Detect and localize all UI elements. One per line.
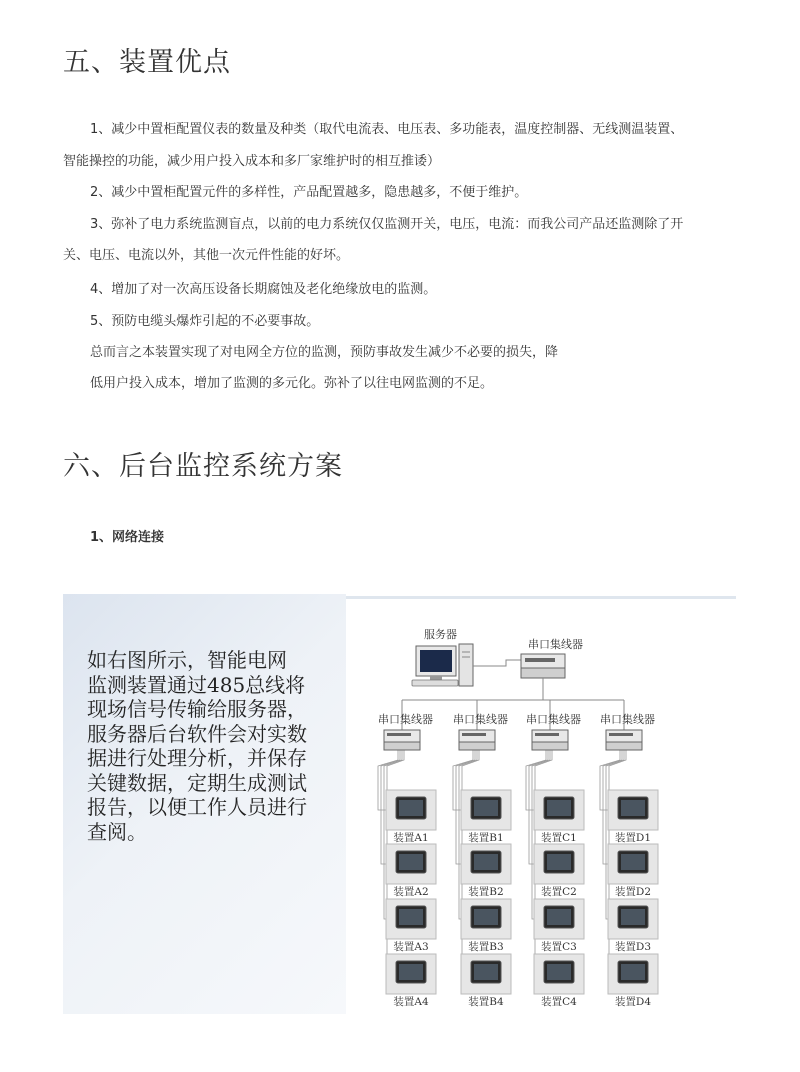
paragraph-2: 2、减少中置柜配置元件的多样性，产品配置越多，隐患越多，不便于维护。	[90, 185, 528, 200]
device-label: 装置C2	[541, 886, 577, 898]
top-hub-icon	[521, 654, 565, 678]
paragraph-5: 5、预防电缆头爆炸引起的不必要事故。	[90, 314, 320, 329]
paragraph-1b: 智能操控的功能，减少用户投入成本和多厂家维护时的相互推诿）	[63, 154, 441, 169]
device-label: 装置A1	[393, 832, 429, 844]
paragraph-4: 4、增加了对一次高压设备长期腐蚀及老化绝缘放电的监测。	[90, 282, 437, 297]
device-label: 装置B2	[468, 886, 504, 898]
figure-text-panel	[63, 594, 346, 1014]
device-display	[399, 909, 423, 925]
paragraph-3b: 关、电压、电流以外，其他一次元件性能的好坏。	[63, 248, 350, 263]
hub-group	[378, 712, 655, 750]
device-label: 装置D4	[614, 996, 652, 1008]
hub-base	[532, 742, 568, 750]
network-figure	[63, 594, 736, 1014]
server-label: 服务器	[424, 628, 457, 641]
hub-label: 串口集线器	[453, 713, 508, 726]
hub-base	[459, 742, 495, 750]
summary-line-2: 低用户投入成本，增加了监测的多元化。弥补了以往电网监测的不足。	[90, 376, 494, 391]
device-display	[399, 800, 423, 816]
hub-label: 串口集线器	[600, 713, 655, 726]
device-display	[399, 854, 423, 870]
device-label: 装置D1	[614, 832, 652, 844]
server-icon	[412, 644, 473, 686]
hub-base	[384, 742, 420, 750]
hub-port-strip	[535, 733, 559, 736]
device-display	[474, 909, 498, 925]
hub-port-strip	[462, 733, 486, 736]
section-six-title: 六、后台监控系统方案	[63, 451, 343, 482]
device-display	[621, 909, 645, 925]
device-label: 装置A3	[393, 941, 429, 953]
device-display	[547, 909, 571, 925]
device-label: 装置A2	[393, 886, 429, 898]
hub-port-strip	[609, 733, 633, 736]
hub-label: 串口集线器	[378, 713, 433, 726]
paragraph-3a: 3、弥补了电力系统监测盲点，以前的电力系统仅仅监测开关，电压，电流：而我公司产品还监测除了开	[90, 217, 684, 232]
section-five-title: 五、装置优点	[63, 47, 231, 78]
figure-description: 如右图所示，智能电网 监测装置通过485总线将 现场信号传输给服务器， 服务器后台软件会对实数 据进行处理分析，并保存 关键数据，定期生成测试 报告，以便工作人员进行 查阅。	[87, 648, 307, 844]
hub-base	[606, 742, 642, 750]
device-display	[547, 964, 571, 980]
device-display	[474, 854, 498, 870]
device-display	[474, 800, 498, 816]
device-display	[621, 964, 645, 980]
device-label: 装置C1	[541, 832, 577, 844]
device-display	[547, 854, 571, 870]
device-display	[474, 964, 498, 980]
device-display	[621, 800, 645, 816]
hub-label: 串口集线器	[526, 713, 581, 726]
device-label: 装置A4	[393, 996, 429, 1008]
device-label: 装置D2	[614, 886, 652, 898]
device-label: 装置B1	[468, 832, 504, 844]
device-label: 装置B3	[468, 941, 504, 953]
network-subtitle: 1、网络连接	[90, 530, 165, 545]
top-hub-label: 串口集线器	[528, 638, 583, 651]
paragraph-1a: 1、减少中置柜配置仪表的数量及种类（取代电流表、电压表、多功能表，温度控制器、无线测温装置、	[90, 122, 684, 137]
hub-port-strip	[387, 733, 411, 736]
device-label: 装置C3	[541, 941, 577, 953]
device-label: 装置C4	[541, 996, 577, 1008]
device-display	[621, 854, 645, 870]
device-group	[386, 790, 658, 1008]
device-label: 装置D3	[614, 941, 652, 953]
server-to-hub-link	[473, 660, 521, 666]
summary-line-1: 总而言之本装置实现了对电网全方位的监测，预防事故发生减少不必要的损失，降	[90, 345, 559, 360]
device-display	[547, 800, 571, 816]
network-diagram	[346, 594, 736, 1014]
device-label: 装置B4	[468, 996, 504, 1008]
device-display	[399, 964, 423, 980]
